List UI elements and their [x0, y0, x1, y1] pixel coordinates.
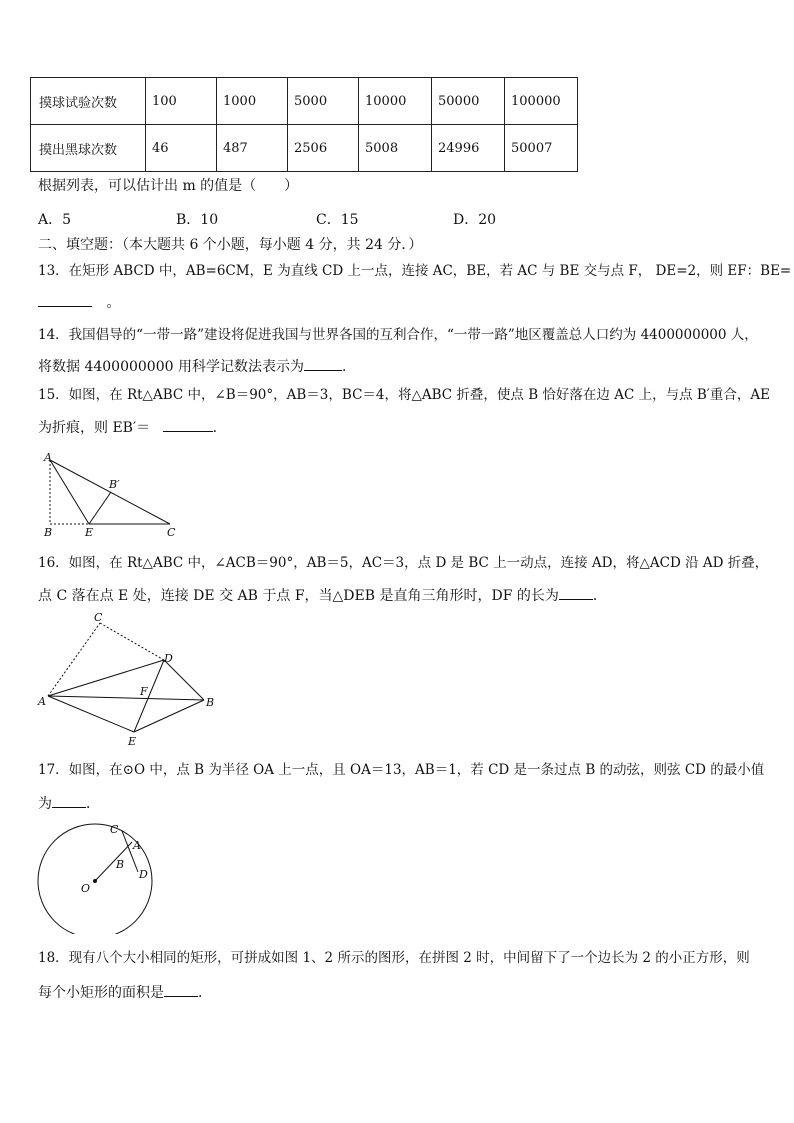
q12-option-d: D．20 — [453, 212, 497, 228]
q15-line2 — [38, 417, 227, 437]
table-cell: 2506 — [288, 125, 359, 172]
q16-line1: 16．如图，在 Rt△ABC 中，∠ACB＝90°，AB＝5，AC＝3，点 D 是 BC 上一动点，连接 AD，将△ACD 沿 AD 折叠， — [38, 555, 769, 571]
table-cell: 100000 — [505, 78, 578, 125]
label-b: B — [44, 526, 53, 539]
answer-blank — [52, 793, 86, 808]
q14-line1: 14．我国倡导的“一带一路”建设将促进我国与世界各国的互利合作，“一带一路”地区覆盖总人口约为 4400000000 人， — [38, 327, 758, 343]
table-row — [31, 78, 578, 125]
q17-line2-text: 为 — [38, 796, 52, 812]
q12-option-c: C．15 — [316, 212, 359, 228]
q14-line2-text: 将数据 4400000000 用科学记数法表示为 — [38, 359, 304, 375]
q17-line1: 17．如图，在⊙O 中，点 B 为半径 OA 上一点，且 OA＝13，AB＝1，若 CD 是一条过点 B 的动弦，则弦 CD 的最小值 — [38, 762, 765, 778]
table-cell: 24996 — [432, 125, 505, 172]
fold-line-cd — [100, 623, 164, 660]
table-row-label: 摸球试验次数 — [31, 78, 146, 125]
q12-option-a: A．5 — [38, 212, 72, 228]
q16-line2-text: 点 C 落在点 E 处，连接 DE 交 AB 于点 F，当△DEB 是直角三角形时，DF 的长为 — [38, 588, 559, 604]
q14-line2-end: ． — [341, 359, 356, 375]
segment-de — [134, 660, 164, 732]
answer-blank — [164, 982, 198, 997]
table-row — [31, 125, 578, 172]
q15-line1: 15．如图，在 Rt△ABC 中，∠B＝90°，AB＝3，BC＝4，将△ABC 折叠，使点 B 恰好落在边 AC 上，与点 B′重合，AE — [38, 387, 770, 403]
label-o: O — [81, 882, 91, 895]
table-cell: 50000 — [432, 78, 505, 125]
answer-blank — [304, 356, 342, 371]
q18-line2-end: ． — [198, 985, 212, 1001]
table-cell: 5000 — [288, 78, 359, 125]
table-cell: 100 — [146, 78, 217, 125]
answer-blank — [163, 417, 213, 432]
q13-line1: 13．在矩形 ABCD 中，AB=6CM，E 为直线 CD 上一点，连接 AC，BE，若 AC 与 BE 交与点 F， DE=2，则 EF：BE= — [38, 263, 792, 279]
q16-line2 — [38, 585, 607, 605]
crease-ae — [50, 460, 89, 524]
label-c: C — [167, 526, 176, 539]
side-ac — [50, 460, 170, 524]
answer-blank — [38, 292, 92, 307]
q13-line2-end: 。 — [106, 295, 121, 311]
label-f: F — [140, 685, 148, 698]
radius-oa — [95, 842, 132, 881]
fold-line-ac — [48, 623, 100, 696]
segment-ab — [48, 696, 204, 700]
label-a: A — [44, 451, 52, 464]
table-cell: 1000 — [217, 78, 288, 125]
trials-table — [30, 77, 578, 172]
label-a: A — [38, 695, 46, 708]
label-e: E — [85, 526, 94, 539]
q17-line2-end: ． — [86, 796, 100, 812]
label-c: C — [94, 611, 103, 624]
label-a: A — [133, 839, 141, 852]
q16-figure — [36, 608, 222, 750]
q12-stem: 根据列表，可以估计出 m 的值是（ ） — [38, 178, 299, 194]
q18-line1: 18．现有八个大小相同的矩形，可拼成如图 1、2 所示的图形，在拼图 2 时，中间留下了一个边长为 2 的小正方形，则 — [38, 950, 750, 966]
segment-eb — [134, 700, 204, 732]
q18-line2-text: 每个小矩形的面积是 — [38, 985, 164, 1001]
table-row-label: 摸出黑球次数 — [31, 125, 146, 172]
label-b-prime: B′ — [109, 478, 120, 491]
q13-line2 — [38, 292, 120, 312]
segment-ae — [48, 696, 134, 732]
q15-figure — [40, 450, 190, 542]
table-cell: 487 — [217, 125, 288, 172]
q15-line2-end: ． — [212, 420, 227, 436]
q12-option-b: B．10 — [176, 212, 219, 228]
segment-db — [164, 660, 204, 700]
segment-eb-prime — [89, 492, 111, 524]
label-b: B — [206, 696, 215, 709]
answer-blank — [559, 585, 593, 600]
table-cell: 50007 — [505, 125, 578, 172]
label-d: D — [164, 652, 173, 665]
section-title: 二、填空题：（本大题共 6 个小题，每小题 4 分，共 24 分．） — [38, 237, 423, 253]
table-cell: 46 — [146, 125, 217, 172]
table-cell: 5008 — [359, 125, 432, 172]
label-e: E — [128, 735, 137, 748]
q15-line2-text: 为折痕，则 EB′＝ — [38, 420, 155, 436]
label-b: B — [116, 858, 125, 871]
table-cell: 10000 — [359, 78, 432, 125]
q17-line2 — [38, 793, 100, 813]
label-c: C — [110, 823, 119, 836]
q17-figure — [34, 818, 160, 934]
q18-line2 — [38, 982, 212, 1002]
q16-line2-end: ． — [592, 588, 607, 604]
label-d: D — [139, 868, 148, 881]
q14-line2 — [38, 356, 356, 376]
